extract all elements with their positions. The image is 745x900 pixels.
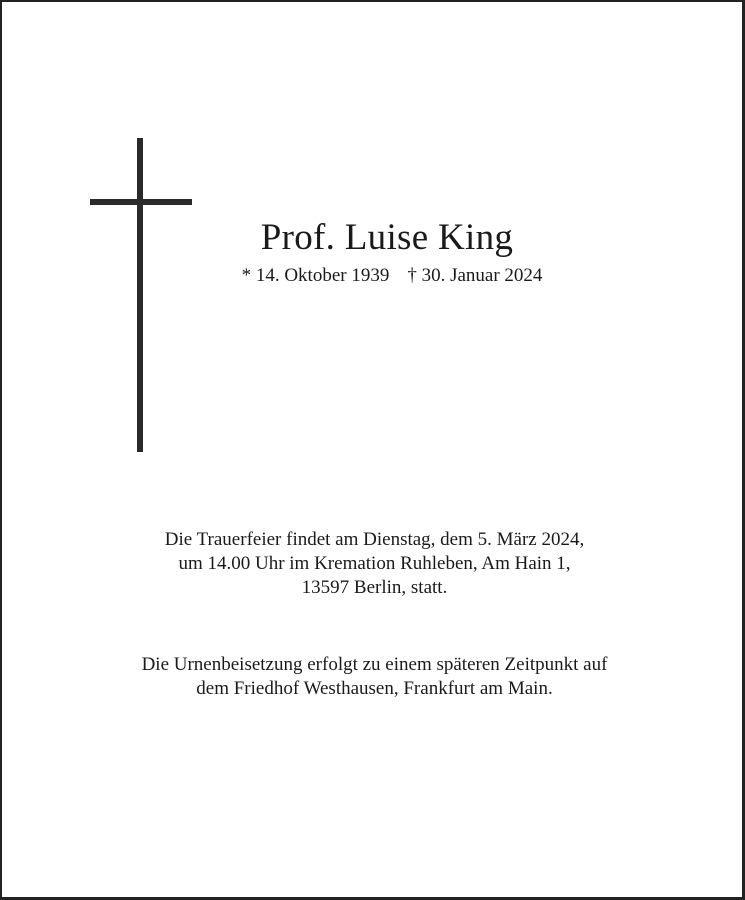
deceased-name: Prof. Luise King [260,217,514,258]
ceremony-line: 13597 Berlin, statt. [301,577,448,598]
funeral-ceremony-text [102,528,647,600]
life-dates [192,264,592,288]
cross-horizontal-bar [90,199,192,205]
death-date: † 30. Januar 2024 [407,265,543,286]
burial-line: dem Friedhof Westhausen, Frankfurt am Main. [196,678,553,699]
burial-line: Die Urnenbeisetzung erfolgt zu einem späteren Zeitpunkt auf [141,654,608,675]
ceremony-line: Die Trauerfeier findet am Dienstag, dem 5. März 2024, [164,529,585,550]
ceremony-line: um 14.00 Uhr im Kremation Ruhleben, Am Hain 1, [178,553,571,574]
birth-date: * 14. Oktober 1939 [241,265,390,286]
urn-burial-text [102,653,647,701]
cross-vertical-bar [137,138,143,452]
